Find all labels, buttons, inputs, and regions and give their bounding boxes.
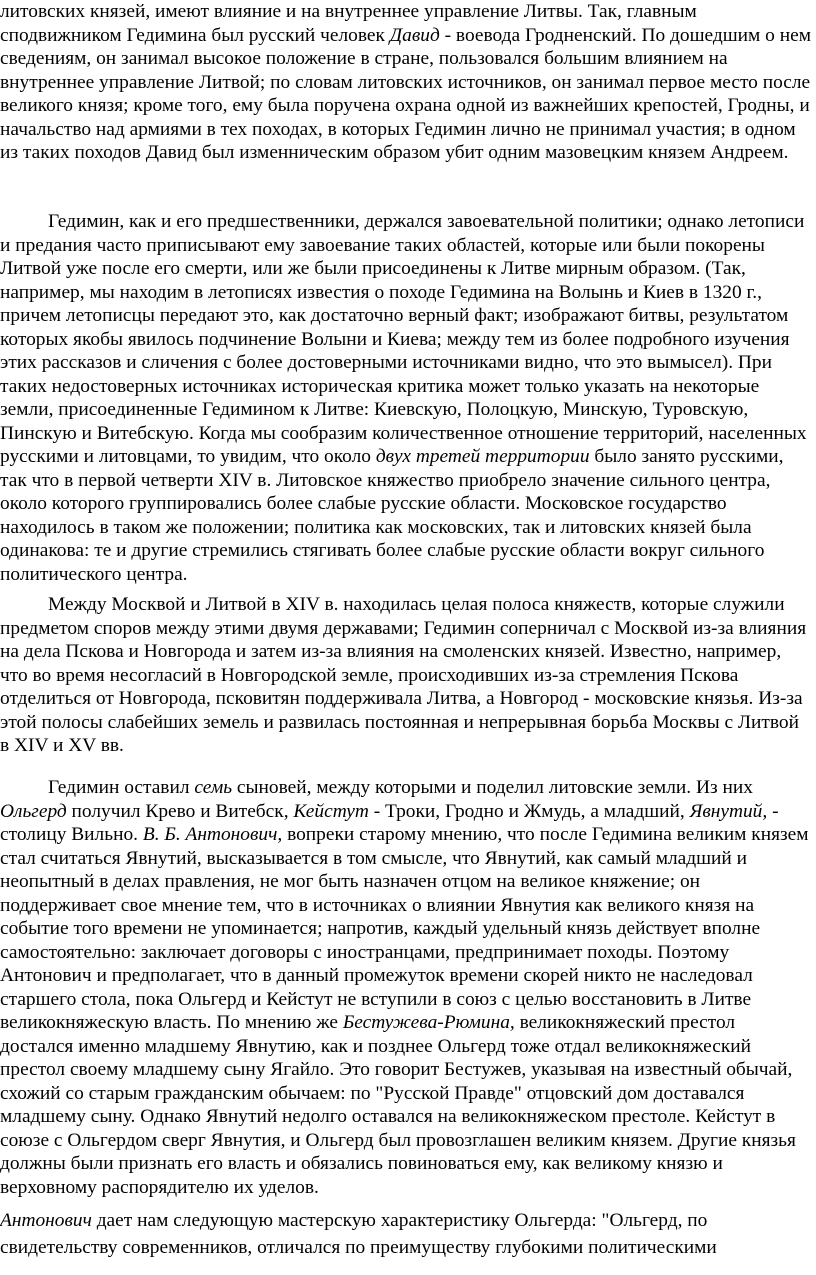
italic-text-segment: Давид: [389, 24, 440, 46]
paragraph-4: [0, 776, 812, 1199]
italic-text-segment: двух третей территории: [375, 446, 590, 467]
text-segment: вопреки старому мнению, что после Гедимина великим князем стал считаться Явнутий, высказывается в том смысле, что Явнутий, как самый младший и неопытный в делах правления, не мог быть назначен отцом на великое княжение; он поддерживает свое мнение тем, что в источниках о влиянии Явнутия как великого князя на событие того времени не упоминается; напротив, каждый удельный князь действует вполне самостоятельно: заключает договоры с иностранцами, предпринимает походы. Поэтому Антонович и предполагает, что в данный промежуток времени скорей никто не наследовал старшего стола, пока Ольгерд и Кейстут не вступили в союз с целью восстановить в Литве великокняжескую власть. По мнению же: [0, 824, 809, 1033]
text-segment: литовских князей, имеют влияние и на внутреннее управление Литвы. Так, главным сподвижником Гедимина был русский человек: [0, 1, 697, 46]
italic-text-segment: Ольгерд: [0, 800, 67, 822]
paragraph-1: [0, 0, 812, 165]
text-segment: Между Москвой и Литвой в XIV в. находилась целая полоса княжеств, которые служили предметом споров между этими двумя державами; Гедимин соперничал с Москвой из-за влияния на дела Пскова и Новгорода и затем из-за влияния на смоленских князей. Известно, например, что во время несогласий в Новгородской земле, происходивших из-за стремления Пскова отделиться от Новгорода, псковитян поддерживала Литва, а Новгород - московские князья. Из-за этой полосы слабейших земель и развилась постоянная и непрерывная борьба Москвы с Литвой в XIV и XV вв.: [0, 594, 807, 756]
text-segment: Гедимин оставил: [48, 777, 195, 798]
text-segment: получил Крево и Витебск,: [66, 800, 294, 822]
text-segment: - столицу Вильно.: [0, 800, 779, 845]
paragraph-3: [0, 593, 812, 758]
paragraph-5: [0, 1207, 812, 1261]
paragraph-2: [0, 210, 812, 586]
text-segment: - Троки, Гродно и Жмудь, а младший,: [368, 800, 690, 822]
text-segment: дает нам следующую мастерскую характеристику Ольгерда: "Ольгерд, по свидетельству современников, отличался по преимуществу глубокими политическими: [0, 1210, 717, 1258]
italic-text-segment: В. Б. Антонович,: [142, 824, 283, 845]
text-segment: - воевода Гродненский. По дошедшим о нем сведениям, он занимал высокое положение в стране, пользовался большим влиянием на внутреннее управление Литвой; по словам литовских источников, он занимал первое место после великого князя; кроме того, ему была поручена охрана одной из важнейших крепостей, Гродны, и начальство над армиями в тех походах, в которых Гедимин лично не принимал участия; в одном из таких походов Давид был изменническим образом убит одним мазовецким князем Андреем.: [0, 24, 811, 163]
italic-text-segment: Бестужева-Рюмина,: [342, 1012, 515, 1033]
italic-text-segment: Антонович: [0, 1210, 92, 1231]
italic-text-segment: Кейстут: [293, 800, 369, 822]
text-segment: было занято русскими, так что в первой четверти XIV в. Литовское княжество приобрело значение сильного центра, около которого группировались более слабые русские области. Московское государство находилось в таком же положении; политика как московских, так и литовских князей была одинакова: те и другие стремились стягивать более слабые русские области вокруг сильного политического центра.: [0, 446, 784, 585]
italic-text-segment: Явнутий,: [689, 800, 768, 822]
text-segment: великокняжеский престол достался именно младшему Явнутию, как и позднее Ольгерд тоже отдал великокняжеский престол своему младшему сыну Ягайло. Это говорит Бестужев, указывая на известный обычай, схожий со старым гражданским обычаем: по "Русской Правде" отцовский дом доставался младшему сыну. Однако Явнутий недолго оставался на великокняжеском престоле. Кейстут в союзе с Ольгердом сверг Явнутия, и Ольгерд был провозглашен великим князем. Другие князья должны были признать его власть и обязались повиноваться ему, как великому князю и верховному распорядителю их уделов.: [0, 1012, 796, 1198]
italic-text-segment: семь: [194, 777, 233, 798]
text-segment: Гедимин, как и его предшественники, держался завоевательной политики; однако летописи и предания часто приписывают ему завоевание таких областей, которые или были покорены Литвой уже после его смерти, или же были присоединены к Литве мирным образом. (Так, например, мы находим в летописях известия о походе Гедимина на Волынь и Киев в 1320 г., причем летописцы передают это, как достаточно верный факт; изображают битвы, результатом которых якобы явилось подчинение Волыни и Киева; между тем из более подробного изучения этих рассказов и сличения с более достоверными источниками видно, что это вымысел). При таких недостоверных источниках историческая критика может только указать на некоторые земли, присоединенные Гедимином к Литве: Киевскую, Полоцкую, Минскую, Туровскую, Пинскую и Витебскую. Когда мы сообразим количественное отношение территорий, населенных русскими и литовцами, то увидим, что около: [0, 211, 807, 467]
text-segment: сыновей, между которыми и поделил литовские земли. Из них: [232, 777, 753, 798]
